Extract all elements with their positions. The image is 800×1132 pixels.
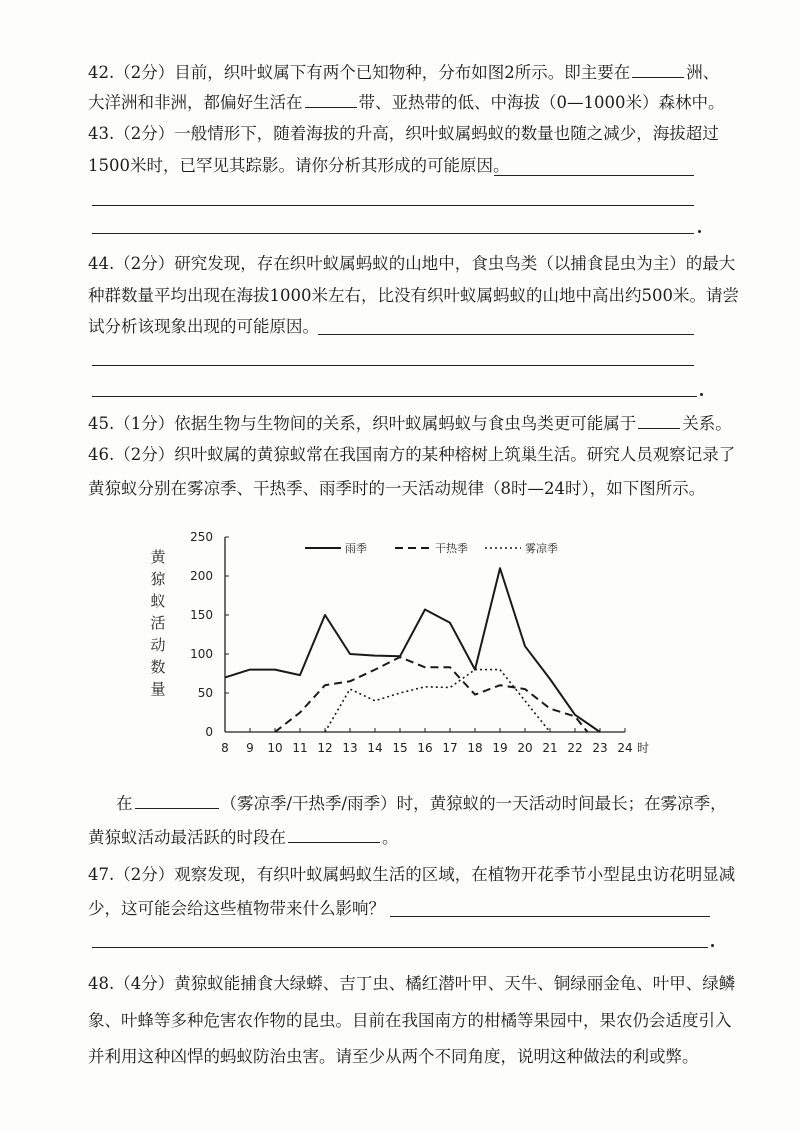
x-tick-label: 13 bbox=[342, 741, 358, 755]
x-tick-label: 19 bbox=[492, 741, 508, 755]
chart-series-lines bbox=[225, 568, 600, 732]
activity-line-chart bbox=[140, 522, 660, 762]
q47-line-2: 少，这可能会给这些植物带来什么影响？ bbox=[88, 899, 385, 918]
q47-line-1: 47.（2分）观察发现，有织叶蚁属蚂蚁生活的区域，在植物开花季节小型昆虫访花明显减 bbox=[88, 865, 736, 884]
q48-line-3: 并利用这种凶悍的蚂蚁防治虫害。请至少从两个不同角度，说明这种做法的利或弊。 bbox=[88, 1047, 699, 1066]
q47-end-period bbox=[711, 944, 714, 947]
x-tick-label: 12 bbox=[317, 741, 333, 755]
x-tick-label: 18 bbox=[467, 741, 483, 755]
y-tick-label: 200 bbox=[190, 569, 213, 583]
q47-answer-line-1[interactable] bbox=[390, 916, 710, 917]
q42-blank-1[interactable] bbox=[632, 61, 684, 78]
q42-text: 大洋洲和非洲，都偏好生活在 bbox=[88, 93, 303, 112]
legend-label: 雾凉季 bbox=[525, 542, 558, 555]
series-line-solid bbox=[225, 568, 600, 732]
q46-text: （雾凉季/干热季/雨季）时，黄猄蚁的一天活动时间最长；在雾凉季， bbox=[220, 794, 727, 813]
x-axis-unit-label: 时 bbox=[636, 741, 650, 755]
y-axis-label-char: 蚁 bbox=[150, 592, 166, 610]
x-tick-label: 24 bbox=[617, 741, 633, 755]
q44-line-2: 种群数量平均出现在海拔1000米左右，比没有织叶蚁属蚂蚁的山地中高出约500米。请尝 bbox=[88, 286, 739, 305]
q44-line-3: 试分析该现象出现的可能原因。 bbox=[88, 317, 319, 336]
x-tick-label: 8 bbox=[221, 741, 229, 755]
x-tick-label: 21 bbox=[542, 741, 558, 755]
y-tick-label: 150 bbox=[190, 608, 213, 622]
y-axis-label-char: 动 bbox=[150, 636, 166, 654]
x-tick-label: 10 bbox=[267, 741, 283, 755]
q43-answer-line-3[interactable] bbox=[92, 233, 694, 234]
x-tick-label: 16 bbox=[417, 741, 433, 755]
x-tick-label: 15 bbox=[392, 741, 408, 755]
series-line-dotted bbox=[325, 670, 550, 732]
q48-line-2: 象、叶蜂等多种危害农作物的昆虫。目前在我国南方的柑橘等果园中，果农仍会适度引入 bbox=[88, 1011, 732, 1030]
q46-text: 黄猄蚁活动最活跃的时段在 bbox=[88, 828, 286, 847]
x-tick-label: 22 bbox=[567, 741, 583, 755]
y-tick-label: 250 bbox=[190, 530, 213, 544]
q42-line-2 bbox=[88, 91, 725, 114]
legend-label: 雨季 bbox=[345, 542, 367, 555]
q43-end-period bbox=[698, 230, 701, 233]
q46-blank-2[interactable] bbox=[288, 826, 380, 843]
x-tick-label: 20 bbox=[517, 741, 533, 755]
y-axis-label-char: 黄 bbox=[150, 548, 166, 566]
q45-blank[interactable] bbox=[638, 412, 680, 429]
y-axis-label bbox=[150, 548, 166, 698]
q43-line-1: 43.（2分）一般情形下，随着海拔的升高，织叶蚁属蚂蚁的数量也随之减少，海拔超过 bbox=[88, 124, 719, 143]
y-tick-label: 50 bbox=[197, 686, 213, 700]
chart-legend bbox=[305, 541, 558, 555]
q43-line-2: 1500米时，已罕见其踪影。请你分析其形成的可能原因。 bbox=[88, 156, 510, 175]
q46-line-1: 46.（2分）织叶蚁属的黄猄蚁常在我国南方的某种榕树上筑巢生活。研究人员观察记录了 bbox=[88, 445, 736, 464]
chart-ticks bbox=[190, 530, 649, 755]
chart-axes bbox=[225, 537, 625, 732]
q46-answer-line-1 bbox=[88, 792, 727, 815]
q46-text: 。 bbox=[382, 828, 399, 847]
q43-answer-line-1[interactable] bbox=[494, 175, 694, 176]
q43-answer-line-2[interactable] bbox=[92, 205, 694, 206]
y-axis-label-char: 数 bbox=[150, 658, 166, 676]
y-tick-label: 0 bbox=[205, 725, 213, 739]
q44-end-period bbox=[700, 393, 703, 396]
y-axis-label-char: 量 bbox=[150, 680, 166, 698]
legend-label: 干热季 bbox=[435, 542, 468, 555]
q46-blank-1[interactable] bbox=[135, 792, 219, 809]
q46-text: 在 bbox=[116, 794, 133, 813]
y-axis-label-char: 猄 bbox=[150, 570, 166, 588]
q44-line-1: 44.（2分）研究发现，存在织叶蚁属蚂蚁的山地中，食虫鸟类（以捕食昆虫为主）的最大 bbox=[88, 254, 736, 273]
q45-text: 45.（1分）依据生物与生物间的关系，织叶蚁属蚂蚁与食虫鸟类更可能属于 bbox=[88, 414, 637, 433]
q47-answer-line-2[interactable] bbox=[92, 947, 708, 948]
q46-line-2: 黄猄蚁分别在雾凉季、干热季、雨季时的一天活动规律（8时—24时），如下图所示。 bbox=[88, 479, 706, 498]
q44-answer-line-2[interactable] bbox=[92, 365, 694, 366]
q45-text: 关系。 bbox=[682, 414, 732, 433]
y-tick-label: 100 bbox=[190, 647, 213, 661]
q42-blank-2[interactable] bbox=[305, 91, 357, 108]
y-axis-label-char: 活 bbox=[150, 614, 166, 632]
x-tick-label: 11 bbox=[292, 741, 308, 755]
q48-line-1: 48.（4分）黄猄蚁能捕食大绿蟒、吉丁虫、橘红潜叶甲、天牛、铜绿丽金龟、叶甲、绿鳞 bbox=[88, 974, 736, 993]
q44-answer-line-3[interactable] bbox=[92, 396, 697, 397]
q46-answer-line-2 bbox=[88, 826, 399, 849]
q42-text: 洲、 bbox=[686, 63, 720, 82]
q42-line-1 bbox=[88, 61, 719, 84]
q45-line-1 bbox=[88, 412, 732, 435]
x-tick-label: 17 bbox=[442, 741, 458, 755]
q44-answer-line-1[interactable] bbox=[318, 334, 694, 335]
q42-text: 42.（2分）目前，织叶蚁属下有两个已知物种，分布如图2所示。即主要在 bbox=[88, 63, 631, 82]
q42-text: 带、亚热带的低、中海拔（0—1000米）森林中。 bbox=[358, 93, 725, 112]
x-tick-label: 9 bbox=[246, 741, 254, 755]
x-tick-label: 23 bbox=[592, 741, 608, 755]
x-tick-label: 14 bbox=[367, 741, 383, 755]
